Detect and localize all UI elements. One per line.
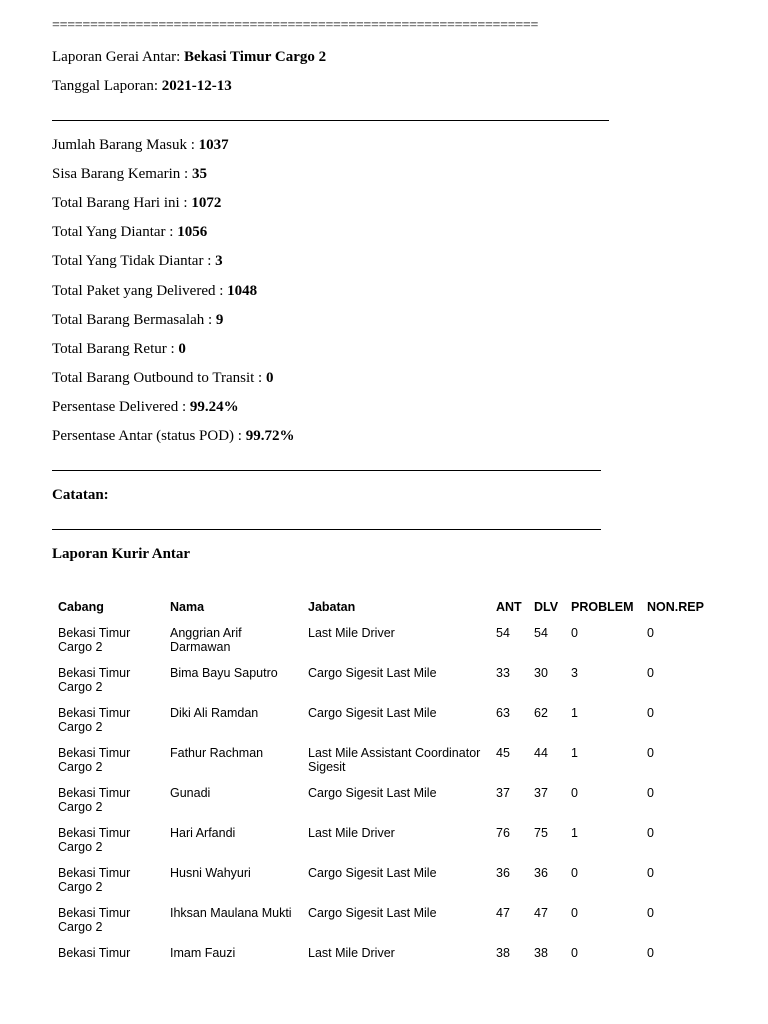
catatan-heading: Catatan: bbox=[52, 487, 109, 503]
cell-problem: 1 bbox=[571, 746, 578, 760]
cell-cabang: Bekasi Timur Cargo 2 bbox=[58, 826, 131, 854]
tanggal-line bbox=[52, 78, 232, 95]
cell-cabang: Bekasi Timur Cargo 2 bbox=[58, 666, 131, 694]
summary-value: 1056 bbox=[177, 224, 208, 241]
summary-value: 1072 bbox=[191, 195, 222, 212]
summary-label: Persentase Delivered : bbox=[52, 398, 190, 415]
summary-line bbox=[52, 224, 207, 241]
divider-3 bbox=[52, 529, 601, 530]
table-row bbox=[52, 662, 713, 702]
summary-line bbox=[52, 341, 186, 358]
cell-ant: 63 bbox=[496, 706, 510, 720]
header-ant: ANT bbox=[496, 600, 522, 614]
cell-cabang: Bekasi Timur Cargo 2 bbox=[58, 906, 131, 934]
summary-label: Total Paket yang Delivered : bbox=[52, 282, 228, 299]
header-non-rep: NON.REP bbox=[647, 600, 704, 614]
divider-2 bbox=[52, 470, 601, 471]
cell-ant: 47 bbox=[496, 906, 510, 920]
table-row bbox=[52, 622, 713, 662]
cell-dlv: 38 bbox=[534, 946, 548, 960]
cell-dlv: 47 bbox=[534, 906, 548, 920]
cell-nama: Hari Arfandi bbox=[170, 826, 236, 840]
cell-jabatan: Cargo Sigesit Last Mile bbox=[308, 706, 437, 720]
summary-label: Total Barang Outbound to Transit : bbox=[52, 369, 266, 386]
cell-ant: 54 bbox=[496, 626, 510, 640]
cell-nama: Husni Wahyuri bbox=[170, 866, 251, 880]
cell-jabatan: Last Mile Driver bbox=[308, 826, 395, 840]
summary-line bbox=[52, 283, 257, 300]
summary-label: Total Barang Hari ini : bbox=[52, 195, 192, 212]
summary-line bbox=[52, 312, 223, 329]
gerai-line bbox=[52, 49, 326, 66]
header-problem: PROBLEM bbox=[571, 600, 634, 614]
header-dlv: DLV bbox=[534, 600, 559, 614]
cell-dlv: 54 bbox=[534, 626, 548, 640]
cell-dlv: 44 bbox=[534, 746, 548, 760]
cell-dlv: 62 bbox=[534, 706, 548, 720]
summary-label: Total Barang Retur : bbox=[52, 340, 179, 357]
cell-nama: Imam Fauzi bbox=[170, 946, 236, 960]
cell-jabatan: Last Mile Driver bbox=[308, 626, 395, 640]
cell-jabatan: Cargo Sigesit Last Mile bbox=[308, 786, 437, 800]
table-row bbox=[52, 782, 713, 822]
summary-label: Jumlah Barang Masuk : bbox=[52, 137, 199, 153]
cell-cabang: Bekasi Timur Cargo 2 bbox=[58, 786, 131, 814]
summary-label: Persentase Antar (status POD) : bbox=[52, 428, 246, 444]
cell-nama: Diki Ali Ramdan bbox=[170, 706, 259, 720]
header-jabatan: Jabatan bbox=[308, 600, 356, 614]
top-separator: ================================================================ bbox=[52, 18, 539, 33]
gerai-label: Laporan Gerai Antar: bbox=[52, 49, 185, 65]
cell-cabang: Bekasi Timur Cargo 2 bbox=[58, 746, 131, 774]
cell-ant: 76 bbox=[496, 826, 510, 840]
table-row bbox=[52, 742, 713, 782]
summary-line bbox=[52, 253, 223, 270]
cell-problem: 0 bbox=[571, 946, 578, 960]
cell-non-rep: 0 bbox=[647, 746, 654, 760]
cell-cabang: Bekasi Timur Cargo 2 bbox=[58, 706, 131, 734]
table-row bbox=[52, 822, 713, 862]
summary-line bbox=[52, 399, 239, 416]
summary-value: 1048 bbox=[227, 282, 258, 299]
tanggal-value: 2021-12-13 bbox=[161, 78, 232, 94]
cell-non-rep: 0 bbox=[647, 626, 654, 640]
cell-dlv: 30 bbox=[534, 666, 548, 680]
summary-value: 99.24% bbox=[189, 398, 239, 415]
tanggal-label: Tanggal Laporan: bbox=[52, 78, 162, 94]
cell-dlv: 37 bbox=[534, 786, 548, 800]
summary-label: Total Yang Diantar : bbox=[52, 224, 178, 241]
summary-line bbox=[52, 137, 229, 154]
summary-value: 1037 bbox=[198, 137, 229, 153]
summary-line bbox=[52, 166, 207, 183]
table-body bbox=[52, 622, 713, 982]
summary-label: Sisa Barang Kemarin : bbox=[52, 166, 192, 183]
cell-jabatan: Cargo Sigesit Last Mile bbox=[308, 666, 437, 680]
cell-ant: 45 bbox=[496, 746, 510, 760]
cell-nama: Bima Bayu Saputro bbox=[170, 666, 278, 680]
cell-problem: 3 bbox=[571, 666, 578, 680]
cell-non-rep: 0 bbox=[647, 666, 654, 680]
cell-nama: Fathur Rachman bbox=[170, 746, 264, 760]
cell-cabang: Bekasi Timur bbox=[58, 946, 131, 960]
cell-problem: 0 bbox=[571, 906, 578, 920]
cell-nama: Anggrian Arif Darmawan bbox=[170, 626, 242, 654]
summary-value: 0 bbox=[265, 369, 274, 386]
gerai-value: Bekasi Timur Cargo 2 bbox=[184, 49, 327, 65]
cell-problem: 0 bbox=[571, 786, 578, 800]
cell-jabatan: Cargo Sigesit Last Mile bbox=[308, 866, 437, 880]
summary-value: 9 bbox=[215, 311, 224, 328]
cell-non-rep: 0 bbox=[647, 866, 654, 880]
kurir-table bbox=[52, 596, 713, 982]
table-row bbox=[52, 702, 713, 742]
summary-value: 0 bbox=[178, 340, 186, 357]
summary-label: Total Yang Tidak Diantar : bbox=[52, 253, 216, 270]
summary-value: 35 bbox=[191, 166, 207, 183]
divider-1 bbox=[52, 120, 609, 121]
cell-cabang: Bekasi Timur Cargo 2 bbox=[58, 626, 131, 654]
table-row bbox=[52, 902, 713, 942]
cell-cabang: Bekasi Timur Cargo 2 bbox=[58, 866, 131, 894]
summary-line bbox=[52, 428, 294, 445]
cell-nama: Ihksan Maulana Mukti bbox=[170, 906, 292, 920]
cell-dlv: 75 bbox=[534, 826, 548, 840]
cell-jabatan: Last Mile Assistant Coordinator Sigesit bbox=[308, 746, 481, 774]
cell-ant: 33 bbox=[496, 666, 510, 680]
cell-non-rep: 0 bbox=[647, 786, 654, 800]
cell-non-rep: 0 bbox=[647, 706, 654, 720]
kurir-title: Laporan Kurir Antar bbox=[52, 546, 191, 562]
summary-value: 3 bbox=[215, 253, 223, 270]
summary-line bbox=[52, 195, 221, 212]
header-cabang: Cabang bbox=[58, 600, 104, 614]
summary-value: 99.72% bbox=[245, 428, 295, 444]
cell-nama: Gunadi bbox=[170, 786, 211, 800]
table-header-row bbox=[52, 596, 713, 622]
cell-problem: 1 bbox=[571, 826, 578, 840]
summary-line bbox=[52, 370, 273, 387]
cell-problem: 0 bbox=[571, 866, 578, 880]
cell-non-rep: 0 bbox=[647, 826, 654, 840]
cell-ant: 37 bbox=[496, 786, 510, 800]
cell-problem: 1 bbox=[571, 706, 578, 720]
summary-label: Total Barang Bermasalah : bbox=[52, 311, 216, 328]
cell-ant: 38 bbox=[496, 946, 510, 960]
cell-problem: 0 bbox=[571, 626, 578, 640]
cell-jabatan: Last Mile Driver bbox=[308, 946, 395, 960]
header-nama: Nama bbox=[170, 600, 205, 614]
cell-non-rep: 0 bbox=[647, 906, 654, 920]
table-row bbox=[52, 862, 713, 902]
cell-non-rep: 0 bbox=[647, 946, 654, 960]
cell-jabatan: Cargo Sigesit Last Mile bbox=[308, 906, 437, 920]
cell-ant: 36 bbox=[496, 866, 510, 880]
table-row bbox=[52, 942, 713, 982]
cell-dlv: 36 bbox=[534, 866, 548, 880]
